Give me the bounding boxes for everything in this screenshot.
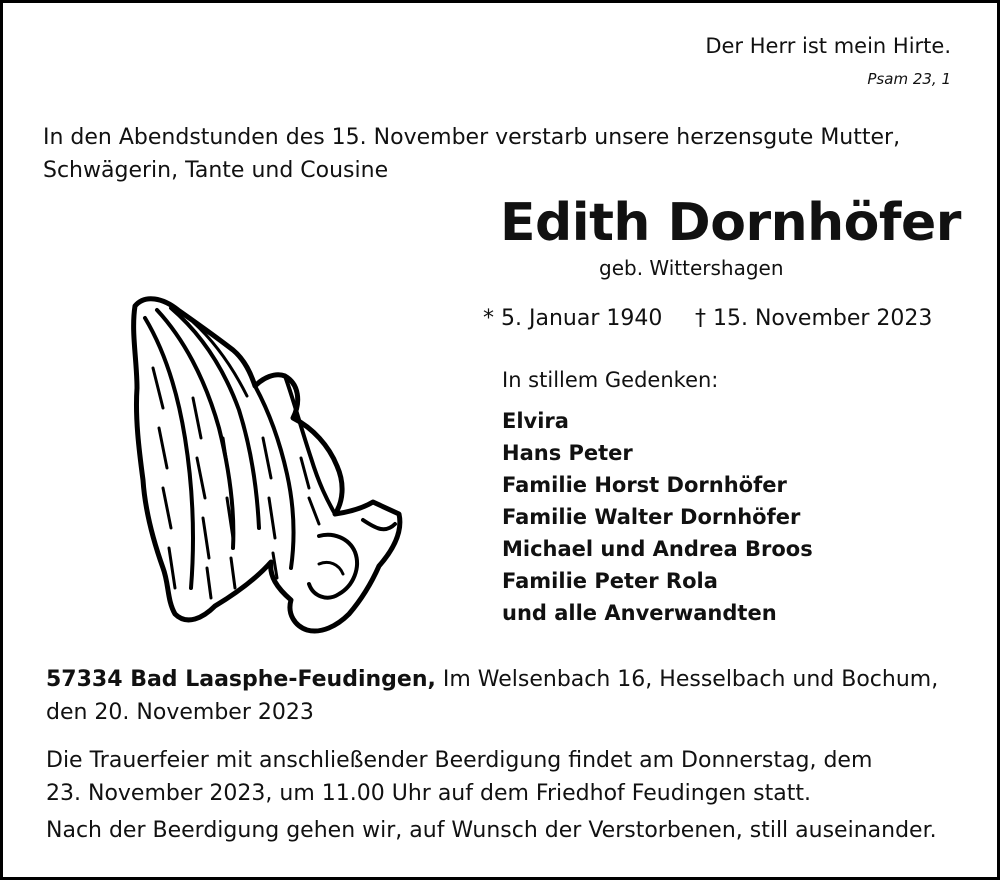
address-place: 57334 Bad Laasphe-Feudingen, xyxy=(46,667,436,692)
mourning-heading: In stillem Gedenken: xyxy=(502,368,719,392)
service-line-2: 23. November 2023, um 11.00 Uhr auf dem Friedhof Feudingen statt. xyxy=(46,781,811,806)
verse-reference: Psam 23, 1 xyxy=(867,70,951,88)
birth-name: geb. Wittershagen xyxy=(599,256,784,280)
mourner-name: Hans Peter xyxy=(502,441,633,465)
mourner-name: Michael und Andrea Broos xyxy=(502,537,813,561)
farewell-note: Nach der Beerdigung gehen wir, auf Wunsch der Verstorbenen, still auseinander. xyxy=(46,818,937,843)
mourner-name: und alle Anverwandten xyxy=(502,601,777,625)
mourner-name: Familie Horst Dornhöfer xyxy=(502,473,787,497)
address-line xyxy=(46,663,938,696)
address-street: Im Welsenbach 16, Hesselbach und Bochum, xyxy=(435,667,939,692)
mourners-list xyxy=(502,405,813,629)
intro-line-2: Schwägerin, Tante und Cousine xyxy=(43,158,389,183)
mourner-name: Elvira xyxy=(502,409,569,433)
address-block xyxy=(46,663,938,729)
mourner-name: Familie Peter Rola xyxy=(502,569,718,593)
service-line-1: Die Trauerfeier mit anschließender Beerdigung findet am Donnerstag, dem xyxy=(46,748,873,773)
birth-date: * 5. Januar 1940 xyxy=(483,306,663,331)
mourner-name: Familie Walter Dornhöfer xyxy=(502,505,801,529)
intro-text xyxy=(43,121,900,187)
deceased-name: Edith Dornhöfer xyxy=(500,193,961,253)
address-date: den 20. November 2023 xyxy=(46,700,314,725)
service-info xyxy=(46,744,872,810)
praying-hands-icon xyxy=(123,288,413,638)
death-date: † 15. November 2023 xyxy=(695,306,933,331)
intro-line-1: In den Abendstunden des 15. November verstarb unsere herzensgute Mutter, xyxy=(43,125,901,150)
bible-verse: Der Herr ist mein Hirte. xyxy=(705,34,951,58)
